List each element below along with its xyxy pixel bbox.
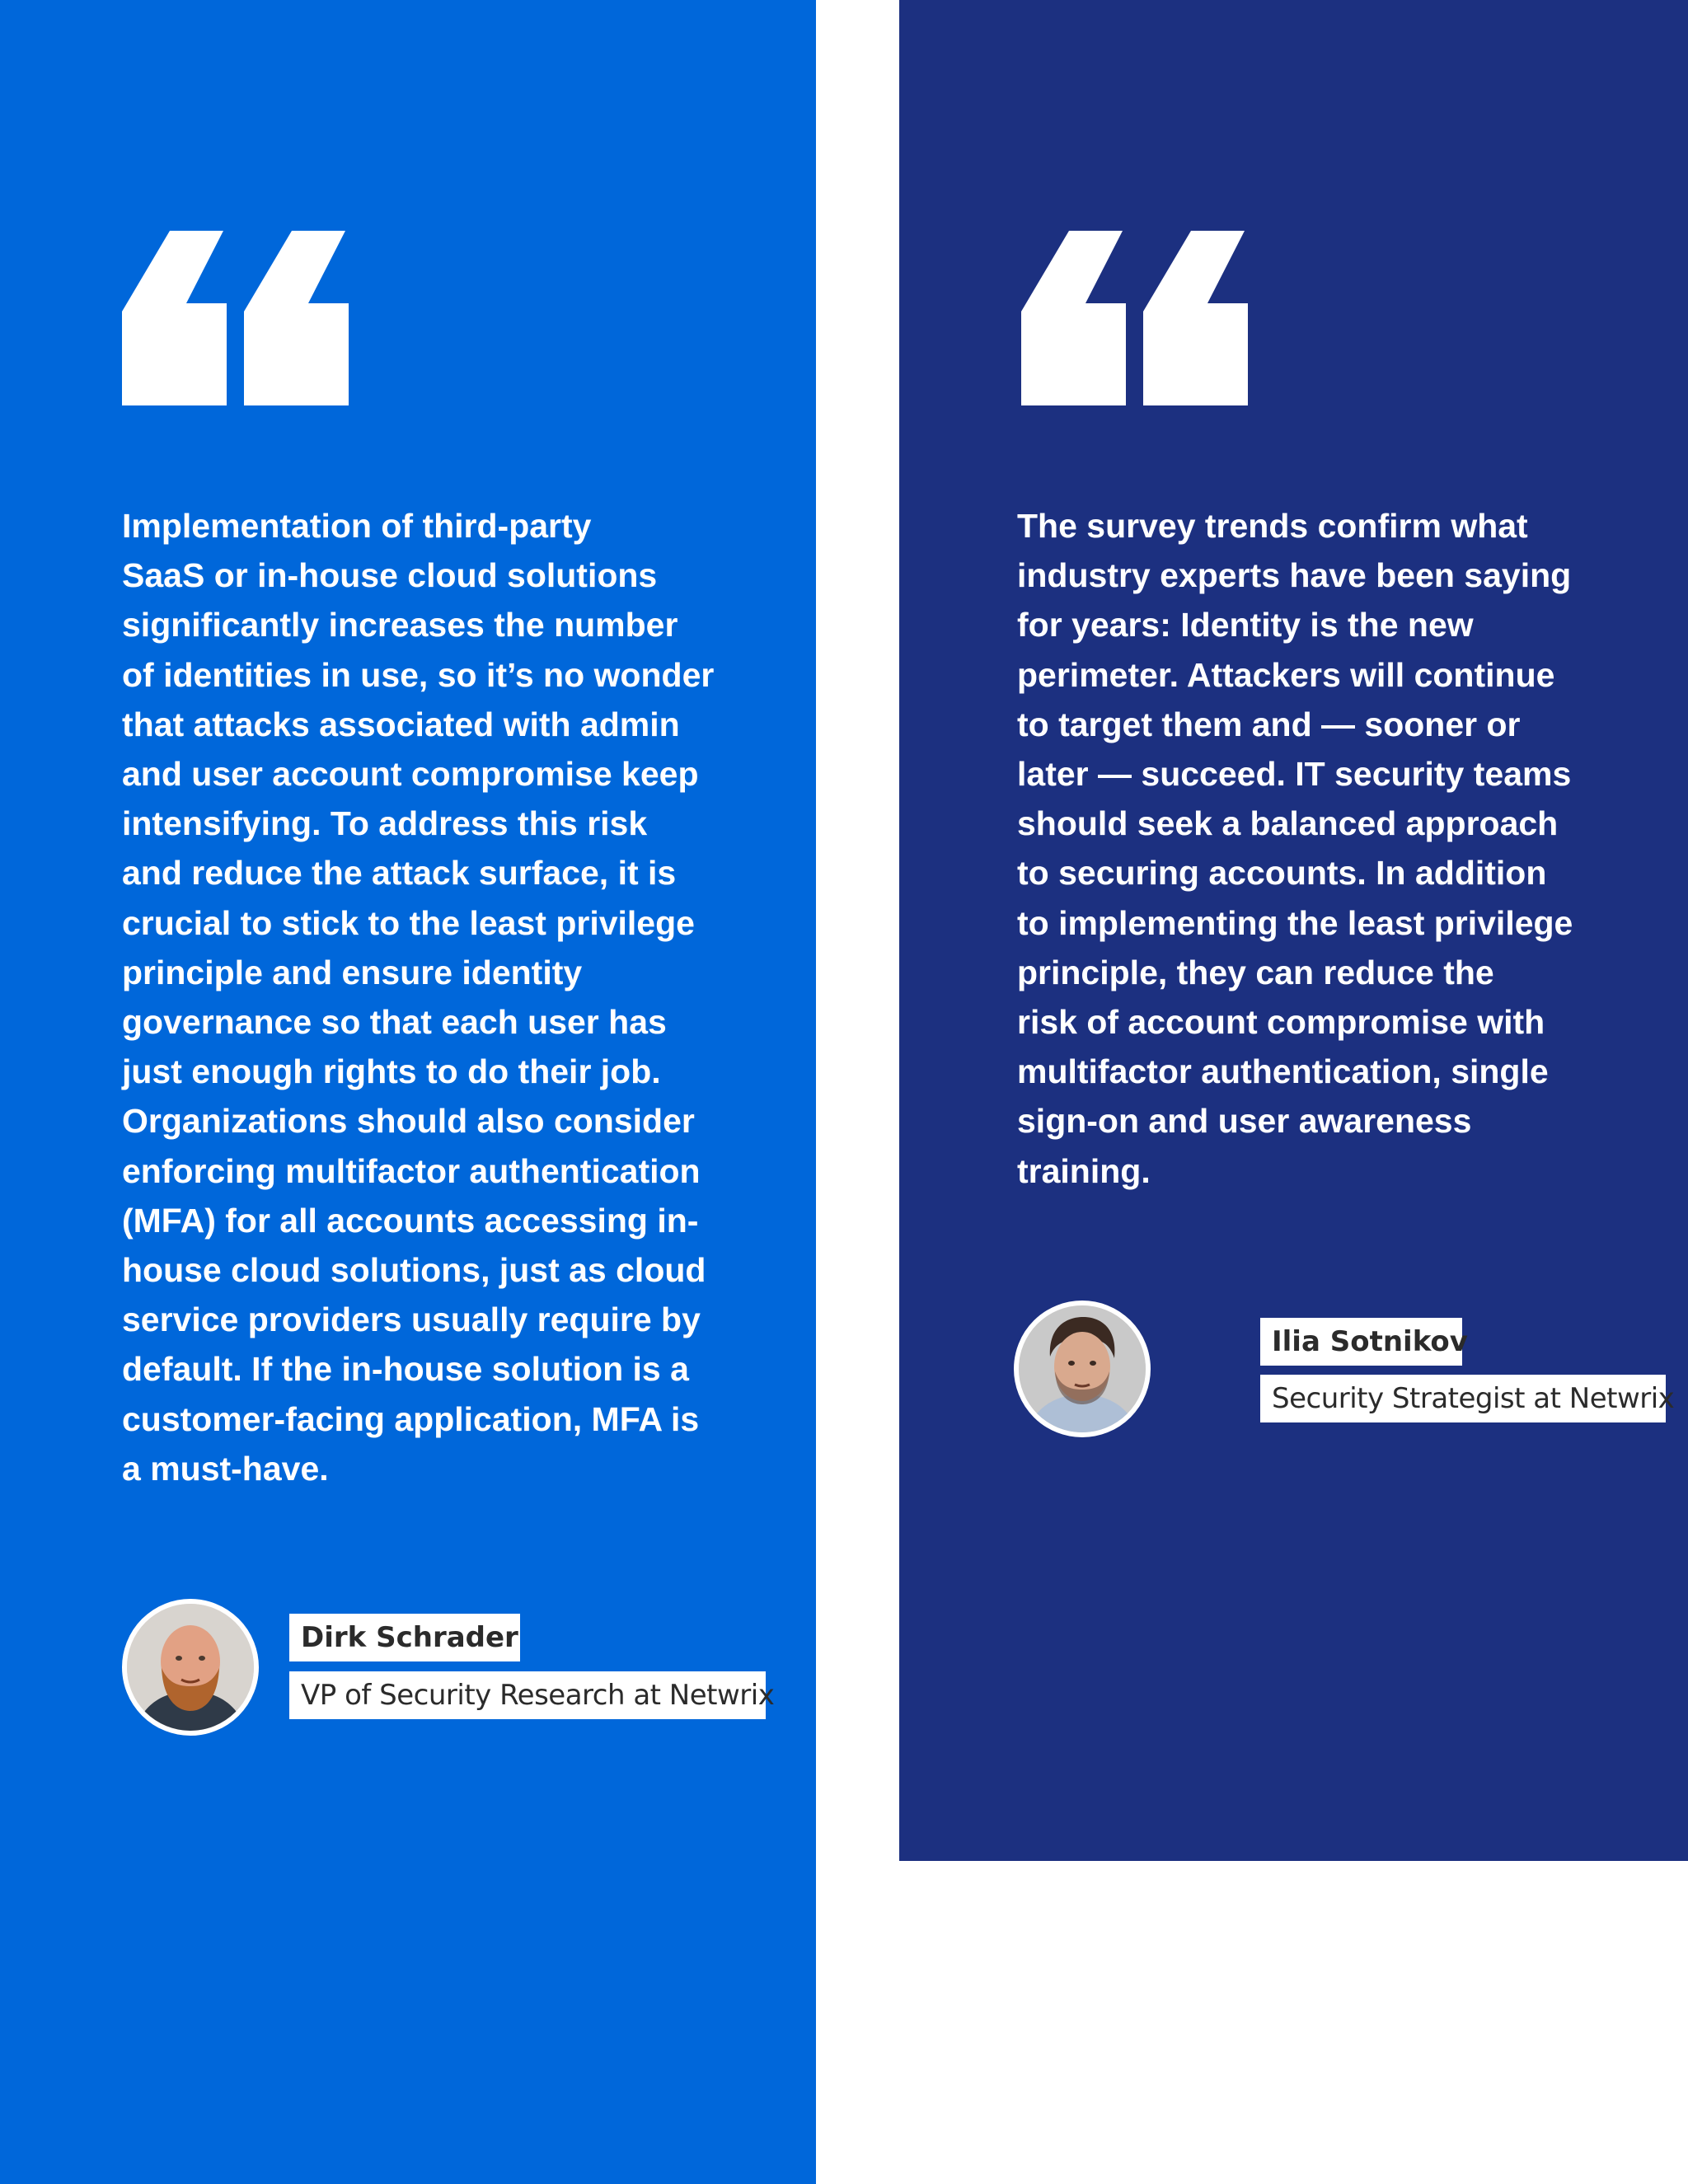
author-name: Dirk Schrader <box>289 1614 520 1661</box>
avatar <box>1014 1301 1151 1437</box>
quote-text: Implementation of third-party SaaS or in-house cloud solutions significantly increases the number of identities in use, so it’s no wonder that attacks associated with admin and user account compromise keep intensifying. To address this risk and reduce the attack surface, it is crucial to stick to the least privilege principle and ensure identity governance so that each user has just enough rights to do their job. Organizations should also consider enforcing multifactor authentication (MFA) for all accounts accessing in- house cloud solutions, just as cloud service providers usually require by default. If the in-house solution is a customer-facing application, MFA is a must-have. <box>122 507 715 1488</box>
author-role: Security Strategist at Netwrix <box>1260 1375 1666 1422</box>
quote-mark-icon <box>1021 231 1248 405</box>
avatar-ilia-sotnikov <box>1019 1305 1146 1432</box>
quote-text: The survey trends confirm what industry experts have been saying for years: Identity is the new perimeter. Attackers will continue to target them and — sooner or later — succeed. IT security teams should seek a balanced approach to securing accounts. In addition to implementing the least privilege principle, they can reduce the risk of account compromise with multifactor authentication, single sign-on and user awareness training. <box>1017 507 1573 1190</box>
avatar-dirk-schrader <box>127 1604 254 1731</box>
quote-panel-right <box>899 0 1688 1861</box>
author-name: Ilia Sotnikov <box>1260 1318 1462 1366</box>
avatar <box>122 1599 259 1736</box>
quote-panel-left <box>0 0 816 2184</box>
author-role: VP of Security Research at Netwrix <box>289 1671 766 1719</box>
quote-mark-icon <box>122 231 349 405</box>
